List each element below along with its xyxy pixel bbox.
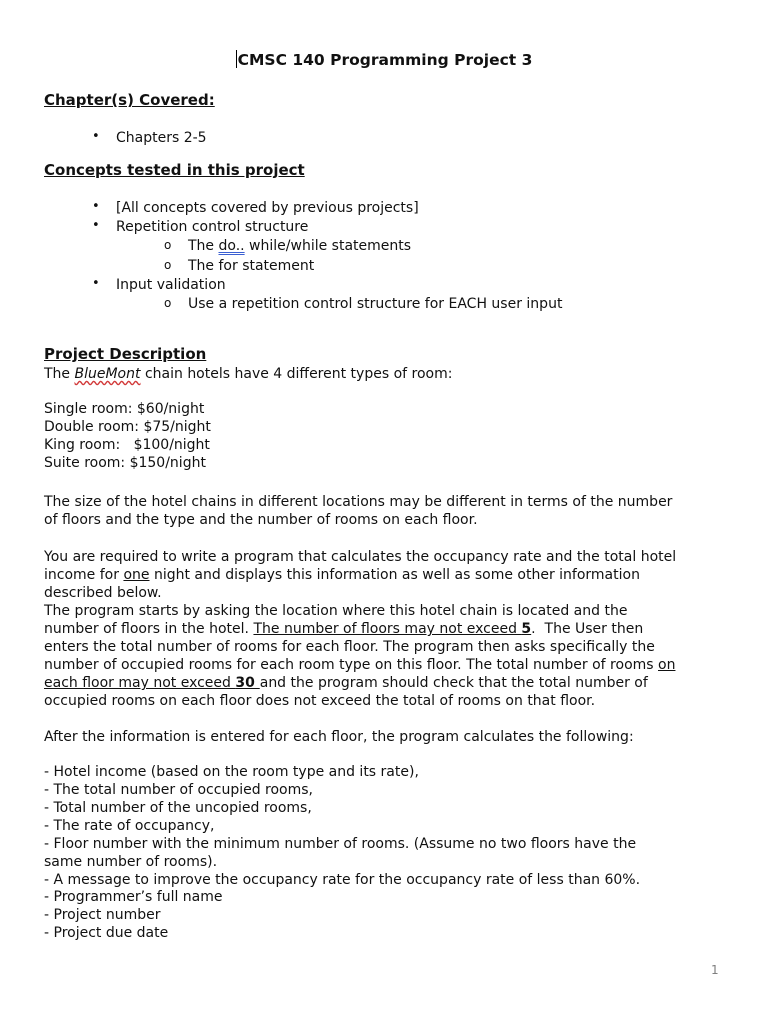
output-item: - Hotel income (based on the room type and its rate), xyxy=(44,764,419,780)
description-intro: The BlueMont chain hotels have 4 different types of room: xyxy=(44,366,453,382)
paragraph-line: The size of the hotel chains in different locations may be different in terms of the number xyxy=(44,494,673,510)
paragraph-line: number of floors in the hotel. The number of floors may not exceed 5. The User then xyxy=(44,621,644,637)
room-rate-single: Single room: $60/night xyxy=(44,401,205,417)
paragraph-line: number of occupied rooms for each room type on this floor. The total number of rooms on xyxy=(44,657,676,673)
document-title: CMSC 140 Programming Project 3 xyxy=(237,51,533,69)
concept-sub-do-while: The do.. while/while statements xyxy=(188,238,412,254)
sub-bullet: o xyxy=(164,296,172,310)
paragraph-line: After the information is entered for each floor, the program calculates the following: xyxy=(44,729,634,745)
paragraph-line: described below. xyxy=(44,585,162,601)
bullet-dot: • xyxy=(92,199,100,214)
room-rate-king: King room: $100/night xyxy=(44,437,210,453)
concept-item-repetition: Repetition control structure xyxy=(116,219,309,235)
paragraph-line: income for one night and displays this information as well as some other information xyxy=(44,567,640,583)
paragraph-line: each floor may not exceed 30 and the program should check that the total number of xyxy=(44,675,648,691)
bullet-dot: • xyxy=(92,276,100,291)
bullet-dot: • xyxy=(92,129,100,144)
page-number: 1 xyxy=(711,963,719,977)
paragraph-line: enters the total number of rooms for each floor. The program then asks specifically the xyxy=(44,639,655,655)
sub-bullet: o xyxy=(164,238,172,252)
concept-item-previous: [All concepts covered by previous projects] xyxy=(116,200,419,216)
chapters-heading: Chapter(s) Covered: xyxy=(44,91,215,109)
concept-sub-input: Use a repetition control structure for EACH user input xyxy=(188,296,563,312)
output-item: - Programmer’s full name xyxy=(44,889,223,905)
output-item: - The total number of occupied rooms, xyxy=(44,782,314,798)
sub-bullet: o xyxy=(164,258,172,272)
concept-item-input: Input validation xyxy=(116,277,226,293)
output-item: - A message to improve the occupancy rate for the occupancy rate of less than 60%. xyxy=(44,872,641,888)
paragraph-line: occupied rooms on each floor does not exceed the total of rooms on that floor. xyxy=(44,693,596,709)
output-item: same number of rooms). xyxy=(44,854,218,870)
concepts-heading: Concepts tested in this project xyxy=(44,161,305,179)
output-item: - The rate of occupancy, xyxy=(44,818,215,834)
concept-sub-for: The for statement xyxy=(188,258,315,274)
paragraph-line: You are required to write a program that calculates the occupancy rate and the total hotel xyxy=(44,549,677,565)
room-rate-double: Double room: $75/night xyxy=(44,419,211,435)
output-item: - Project due date xyxy=(44,925,169,941)
chapters-item: Chapters 2-5 xyxy=(116,130,207,146)
room-rate-suite: Suite room: $150/night xyxy=(44,455,206,471)
bullet-dot: • xyxy=(92,218,100,233)
paragraph-line: The program starts by asking the location where this hotel chain is located and the xyxy=(44,603,628,619)
output-item: - Floor number with the minimum number of rooms. (Assume no two floors have the xyxy=(44,836,637,852)
text-cursor xyxy=(236,50,237,68)
description-heading: Project Description xyxy=(44,345,207,363)
paragraph-line: of floors and the type and the number of rooms on each floor. xyxy=(44,512,478,528)
output-item: - Project number xyxy=(44,907,161,923)
output-item: - Total number of the uncopied rooms, xyxy=(44,800,312,816)
